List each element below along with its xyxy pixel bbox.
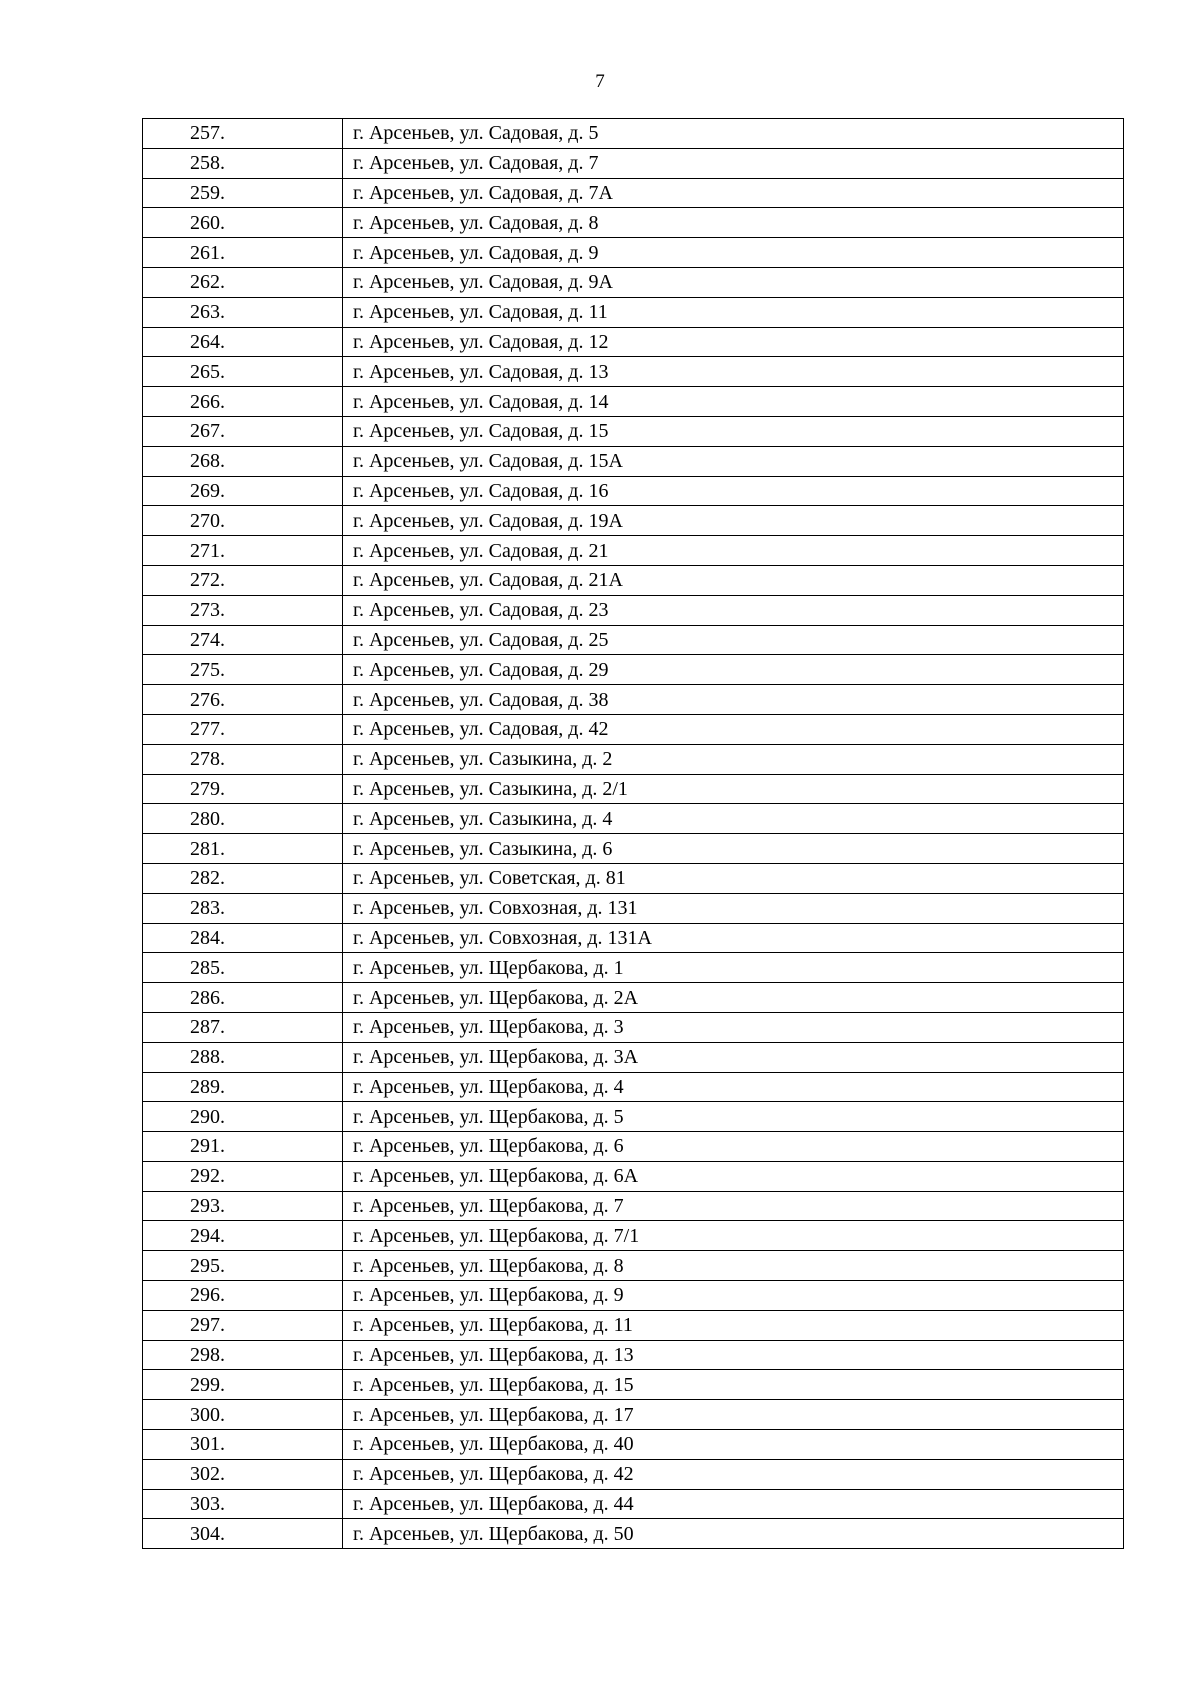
table-row [143, 148, 1124, 178]
row-number-cell: 294. [143, 1221, 343, 1251]
row-number-cell: 302. [143, 1459, 343, 1489]
table-row [143, 1489, 1124, 1519]
address-cell: г. Арсеньев, ул. Щербакова, д. 3 [343, 1012, 1124, 1042]
address-cell: г. Арсеньев, ул. Садовая, д. 15 [343, 416, 1124, 446]
address-cell: г. Арсеньев, ул. Щербакова, д. 40 [343, 1430, 1124, 1460]
row-number-cell: 288. [143, 1042, 343, 1072]
table-row [143, 387, 1124, 417]
row-number-cell: 304. [143, 1519, 343, 1549]
row-number-cell: 285. [143, 953, 343, 983]
address-cell: г. Арсеньев, ул. Садовая, д. 16 [343, 476, 1124, 506]
address-cell: г. Арсеньев, ул. Щербакова, д. 3А [343, 1042, 1124, 1072]
table-row [143, 983, 1124, 1013]
table-row [143, 1132, 1124, 1162]
address-cell: г. Арсеньев, ул. Совхозная, д. 131А [343, 923, 1124, 953]
address-cell: г. Арсеньев, ул. Щербакова, д. 44 [343, 1489, 1124, 1519]
address-cell: г. Арсеньев, ул. Щербакова, д. 1 [343, 953, 1124, 983]
address-cell: г. Арсеньев, ул. Садовая, д. 11 [343, 297, 1124, 327]
table-row [143, 625, 1124, 655]
table-row [143, 863, 1124, 893]
row-number-cell: 269. [143, 476, 343, 506]
address-cell: г. Арсеньев, ул. Щербакова, д. 4 [343, 1072, 1124, 1102]
table-row [143, 1459, 1124, 1489]
row-number-cell: 268. [143, 446, 343, 476]
row-number-cell: 277. [143, 714, 343, 744]
table-row [143, 595, 1124, 625]
table-row [143, 536, 1124, 566]
row-number-cell: 264. [143, 327, 343, 357]
address-cell: г. Арсеньев, ул. Щербакова, д. 17 [343, 1400, 1124, 1430]
row-number-cell: 270. [143, 506, 343, 536]
address-cell: г. Арсеньев, ул. Садовая, д. 21А [343, 565, 1124, 595]
row-number-cell: 280. [143, 804, 343, 834]
table-row [143, 714, 1124, 744]
table-row [143, 238, 1124, 268]
row-number-cell: 279. [143, 774, 343, 804]
address-cell: г. Арсеньев, ул. Щербакова, д. 5 [343, 1102, 1124, 1132]
table-row [143, 565, 1124, 595]
row-number-cell: 265. [143, 357, 343, 387]
row-number-cell: 260. [143, 208, 343, 238]
table-row [143, 1519, 1124, 1549]
address-cell: г. Арсеньев, ул. Садовая, д. 25 [343, 625, 1124, 655]
address-cell: г. Арсеньев, ул. Садовая, д. 19А [343, 506, 1124, 536]
row-number-cell: 293. [143, 1191, 343, 1221]
table-row [143, 1042, 1124, 1072]
table-row [143, 1430, 1124, 1460]
table-row [143, 744, 1124, 774]
row-number-cell: 272. [143, 565, 343, 595]
address-cell: г. Арсеньев, ул. Совхозная, д. 131 [343, 893, 1124, 923]
address-cell: г. Арсеньев, ул. Садовая, д. 14 [343, 387, 1124, 417]
row-number-cell: 286. [143, 983, 343, 1013]
table-row [143, 1012, 1124, 1042]
row-number-cell: 273. [143, 595, 343, 625]
row-number-cell: 281. [143, 834, 343, 864]
table-row [143, 1340, 1124, 1370]
address-cell: г. Арсеньев, ул. Щербакова, д. 15 [343, 1370, 1124, 1400]
table-row [143, 1400, 1124, 1430]
row-number-cell: 258. [143, 148, 343, 178]
row-number-cell: 295. [143, 1251, 343, 1281]
address-cell: г. Арсеньев, ул. Садовая, д. 5 [343, 119, 1124, 149]
row-number-cell: 292. [143, 1161, 343, 1191]
row-number-cell: 271. [143, 536, 343, 566]
page-number: 7 [595, 71, 605, 92]
row-number-cell: 301. [143, 1430, 343, 1460]
table-row [143, 655, 1124, 685]
address-cell: г. Арсеньев, ул. Щербакова, д. 42 [343, 1459, 1124, 1489]
address-cell: г. Арсеньев, ул. Сазыкина, д. 2 [343, 744, 1124, 774]
row-number-cell: 275. [143, 655, 343, 685]
row-number-cell: 261. [143, 238, 343, 268]
table-row [143, 446, 1124, 476]
address-cell: г. Арсеньев, ул. Щербакова, д. 8 [343, 1251, 1124, 1281]
table-row [143, 357, 1124, 387]
table-row [143, 774, 1124, 804]
table-row [143, 1221, 1124, 1251]
table-row [143, 119, 1124, 149]
address-cell: г. Арсеньев, ул. Щербакова, д. 6 [343, 1132, 1124, 1162]
row-number-cell: 262. [143, 267, 343, 297]
row-number-cell: 297. [143, 1310, 343, 1340]
table-row [143, 267, 1124, 297]
address-cell: г. Арсеньев, ул. Садовая, д. 7 [343, 148, 1124, 178]
table-row [143, 834, 1124, 864]
row-number-cell: 300. [143, 1400, 343, 1430]
address-cell: г. Арсеньев, ул. Щербакова, д. 7 [343, 1191, 1124, 1221]
address-table [142, 118, 1124, 1549]
address-cell: г. Арсеньев, ул. Советская, д. 81 [343, 863, 1124, 893]
row-number-cell: 284. [143, 923, 343, 953]
address-cell: г. Арсеньев, ул. Щербакова, д. 50 [343, 1519, 1124, 1549]
row-number-cell: 266. [143, 387, 343, 417]
table-row [143, 178, 1124, 208]
table-row [143, 416, 1124, 446]
row-number-cell: 267. [143, 416, 343, 446]
row-number-cell: 296. [143, 1281, 343, 1311]
row-number-cell: 298. [143, 1340, 343, 1370]
address-cell: г. Арсеньев, ул. Садовая, д. 29 [343, 655, 1124, 685]
address-cell: г. Арсеньев, ул. Щербакова, д. 13 [343, 1340, 1124, 1370]
address-cell: г. Арсеньев, ул. Щербакова, д. 11 [343, 1310, 1124, 1340]
row-number-cell: 287. [143, 1012, 343, 1042]
row-number-cell: 303. [143, 1489, 343, 1519]
table-row [143, 208, 1124, 238]
table-row [143, 476, 1124, 506]
address-cell: г. Арсеньев, ул. Щербакова, д. 7/1 [343, 1221, 1124, 1251]
address-cell: г. Арсеньев, ул. Садовая, д. 8 [343, 208, 1124, 238]
table-row [143, 1310, 1124, 1340]
address-cell: г. Арсеньев, ул. Садовая, д. 42 [343, 714, 1124, 744]
table-row [143, 923, 1124, 953]
address-cell: г. Арсеньев, ул. Садовая, д. 13 [343, 357, 1124, 387]
address-cell: г. Арсеньев, ул. Щербакова, д. 9 [343, 1281, 1124, 1311]
table-row [143, 297, 1124, 327]
table-row [143, 685, 1124, 715]
address-table-body [143, 119, 1124, 1549]
address-cell: г. Арсеньев, ул. Садовая, д. 15А [343, 446, 1124, 476]
address-cell: г. Арсеньев, ул. Сазыкина, д. 4 [343, 804, 1124, 834]
table-row [143, 1102, 1124, 1132]
row-number-cell: 263. [143, 297, 343, 327]
row-number-cell: 276. [143, 685, 343, 715]
table-row [143, 506, 1124, 536]
row-number-cell: 290. [143, 1102, 343, 1132]
address-cell: г. Арсеньев, ул. Садовая, д. 21 [343, 536, 1124, 566]
address-cell: г. Арсеньев, ул. Сазыкина, д. 2/1 [343, 774, 1124, 804]
address-cell: г. Арсеньев, ул. Садовая, д. 12 [343, 327, 1124, 357]
row-number-cell: 278. [143, 744, 343, 774]
table-row [143, 804, 1124, 834]
table-row [143, 1161, 1124, 1191]
table-row [143, 1072, 1124, 1102]
address-cell: г. Арсеньев, ул. Щербакова, д. 2А [343, 983, 1124, 1013]
row-number-cell: 274. [143, 625, 343, 655]
address-cell: г. Арсеньев, ул. Садовая, д. 7А [343, 178, 1124, 208]
table-row [143, 1281, 1124, 1311]
table-row [143, 1370, 1124, 1400]
row-number-cell: 283. [143, 893, 343, 923]
row-number-cell: 289. [143, 1072, 343, 1102]
row-number-cell: 257. [143, 119, 343, 149]
row-number-cell: 259. [143, 178, 343, 208]
address-cell: г. Арсеньев, ул. Щербакова, д. 6А [343, 1161, 1124, 1191]
table-row [143, 327, 1124, 357]
address-cell: г. Арсеньев, ул. Садовая, д. 9 [343, 238, 1124, 268]
row-number-cell: 282. [143, 863, 343, 893]
table-row [143, 953, 1124, 983]
row-number-cell: 291. [143, 1132, 343, 1162]
row-number-cell: 299. [143, 1370, 343, 1400]
table-row [143, 893, 1124, 923]
address-cell: г. Арсеньев, ул. Садовая, д. 9А [343, 267, 1124, 297]
address-cell: г. Арсеньев, ул. Сазыкина, д. 6 [343, 834, 1124, 864]
table-row [143, 1191, 1124, 1221]
address-cell: г. Арсеньев, ул. Садовая, д. 23 [343, 595, 1124, 625]
address-cell: г. Арсеньев, ул. Садовая, д. 38 [343, 685, 1124, 715]
table-row [143, 1251, 1124, 1281]
